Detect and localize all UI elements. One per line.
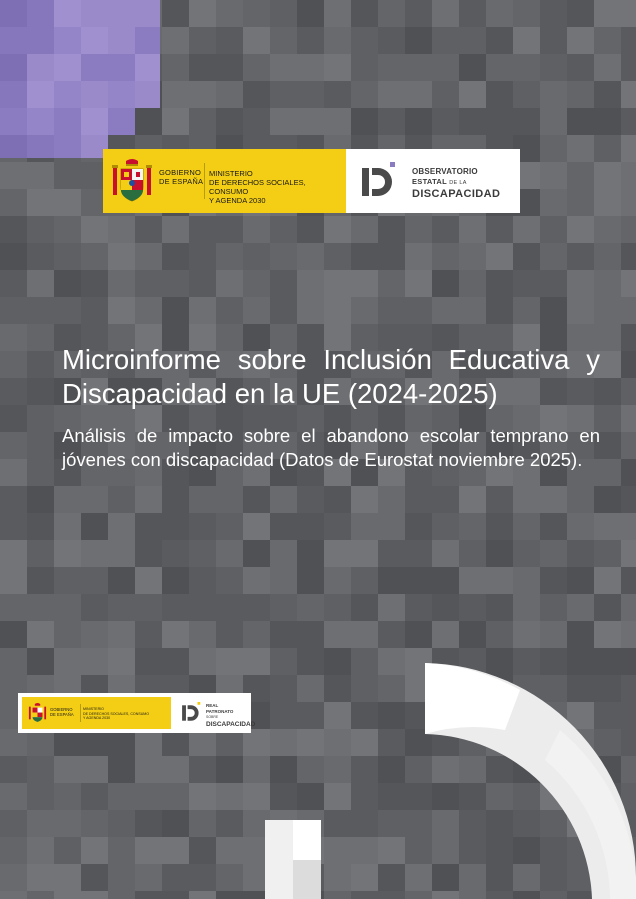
institutional-logos-header [103, 149, 520, 213]
observatorio-text: OBSERVATORIO ESTATAL DE LA DISCAPACIDAD [412, 167, 501, 200]
logo-divider [80, 704, 81, 722]
logo-divider [204, 163, 205, 199]
ministerio-text-small: MINISTERIO DE DERECHOS SOCIALES, CONSUMO Y AGENDA 2030 [83, 707, 150, 720]
d-monogram-icon [181, 701, 203, 725]
coat-of-arms-icon [28, 702, 47, 724]
gobierno-text: GOBIERNO DE ESPAÑA [159, 168, 204, 186]
real-patronato-text: REAL PATRONATO SOBRE DISCAPACIDAD [206, 703, 256, 728]
gobierno-ministerio-logo-small [22, 697, 171, 729]
report-subtitle: Análisis de impacto sobre el abandono escolar temprano en jóvenes con discapacidad (Datos de Eurostat noviembre 2025). [62, 425, 600, 470]
observatorio-logo [346, 149, 520, 213]
institutional-logos-footer [18, 693, 256, 733]
d-monogram-icon [360, 162, 400, 202]
coat-of-arms-icon [111, 157, 153, 205]
gobierno-ministerio-logo [103, 149, 346, 213]
purple-corner-mosaic [0, 0, 160, 158]
gobierno-text-small: GOBIERNO DE ESPAÑA [50, 707, 74, 717]
ministerio-text: MINISTERIO DE DERECHOS SOCIALES, CONSUMO Y AGENDA 2030 [209, 169, 306, 205]
report-title: Microinforme sobre Inclusión Educativa y Discapacidad en la UE (2024-2025) [62, 344, 600, 409]
